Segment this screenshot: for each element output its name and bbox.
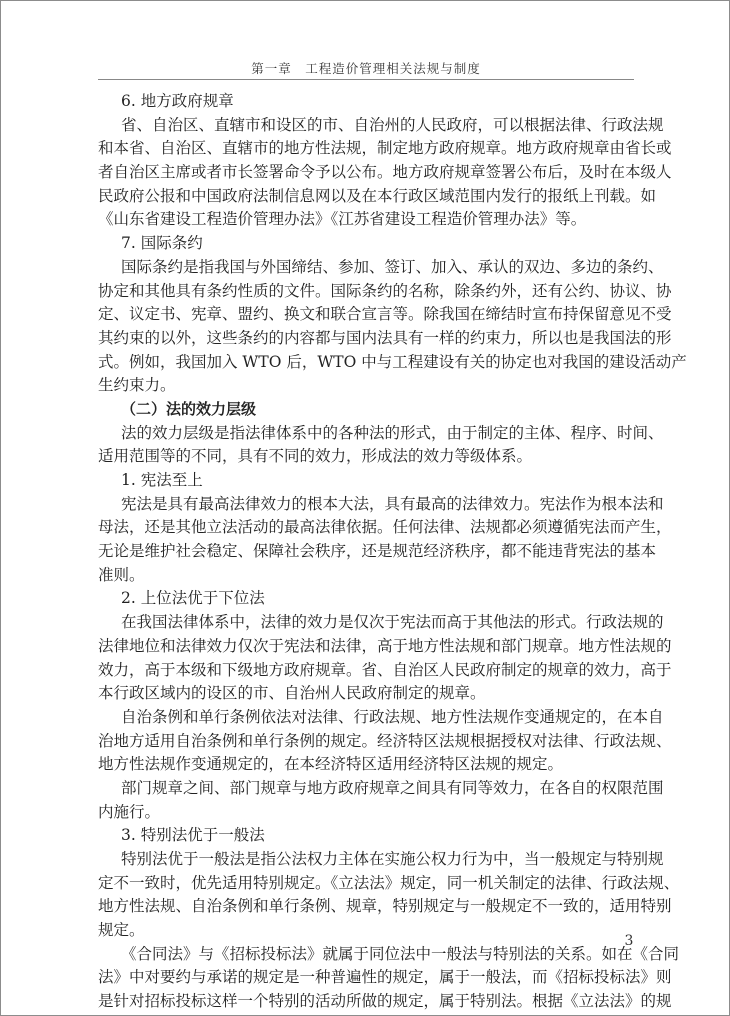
paragraph-line: 和本省、自治区、直辖市的地方性法规，制定地方政府规章。地方政府规章由省长或 [98, 139, 672, 158]
paragraph-line: 治地方适用自治条例和单行条例的规定。经济特区法规根据授权对法律、行政法规、 [98, 731, 672, 750]
section-heading: 1. 宪法至上 [121, 471, 203, 489]
header-rule [98, 79, 634, 80]
paragraph-line: 协定和其他具有条约性质的文件。国际条约的名称，除条约外，还有公约、协议、协 [98, 281, 672, 300]
paragraph-line: 在我国法律体系中，法律的效力是仅次于宪法而高于其他法的形式。行政法规的 [121, 613, 664, 632]
section-heading: 2. 上位法优于下位法 [121, 589, 265, 608]
paragraph-line: 其约束的以外，这些条约的内容都与国内法具有一样的约束力，所以也是我国法的形 [98, 328, 672, 347]
paragraph-line: 法律地位和法律效力仅次于宪法和法律，高于地方性法规和部门规章。地方性法规的 [98, 636, 672, 655]
section-heading: 3. 特别法优于一般法 [121, 826, 265, 845]
section-heading: 6. 地方政府规章 [121, 92, 234, 110]
paragraph-line: 式。例如，我国加入 WTO 后，WTO 中与工程建设有关的协定也对我国的建设活动产 [98, 352, 687, 371]
paragraph-line: 是针对招标投标这样一个特别的活动所做的规定，属于特别法。根据《立法法》的规 [98, 992, 672, 1011]
paragraph-line: 生约束力。 [98, 376, 176, 395]
paragraph-line: 地方性法规作变通规定的，在本经济特区适用经济特区法规的规定。 [98, 755, 564, 774]
paragraph-line: 内施行。 [98, 802, 161, 821]
paragraph-line: 定、议定书、宪章、盟约、换文和联合宣言等。除我国在缔结时宣布持保留意见不受 [98, 305, 672, 324]
paragraph-line: 地方性法规、自治条例和单行条例、规章，特别规定与一般规定不一致的，适用特别 [98, 897, 672, 916]
paragraph-line: 宪法是具有最高法律效力的根本大法，具有最高的法律效力。宪法作为根本法和 [121, 494, 664, 513]
running-head: 第一章 工程造价管理相关法规与制度 [251, 61, 481, 76]
section-heading: 7. 国际条约 [121, 234, 203, 253]
paragraph-line: 定不一致时，优先适用特别规定。《立法法》规定，同一机关制定的法律、行政法规、 [98, 873, 680, 892]
paragraph-line: 《合同法》与《招标投标法》就属于同位法中一般法与特别法的关系。如在《合同 [121, 944, 680, 963]
paragraph-line: 法》中对要约与承诺的规定是一种普遍性的规定，属于一般法，而《招标投标法》则 [98, 968, 672, 987]
paragraph-line: 特别法优于一般法是指公法权力主体在实施公权力行为中，当一般规定与特别规 [121, 850, 664, 868]
paragraph-line: 民政府公报和中国政府法制信息网以及在本行政区域范围内发行的报纸上刊载。如 [98, 186, 657, 205]
paragraph-line: 规定。 [98, 921, 145, 940]
paragraph-line: 无论是维护社会稳定、保障社会秩序，还是规范经济秩序，都不能违背宪法的基本 [98, 542, 657, 561]
paragraph-line: 部门规章之间、部门规章与地方政府规章之间具有同等效力，在各自的权限范围 [121, 778, 664, 797]
section-heading: （二）法的效力层级 [121, 399, 257, 418]
paragraph-line: 《山东省建设工程造价管理办法》《江苏省建设工程造价管理办法》等。 [98, 210, 587, 229]
paragraph-line: 国际条约是指我国与外国缔结、参加、签订、加入、承认的双边、多边的条约、 [121, 257, 664, 276]
paragraph-line: 母法，还是其他立法活动的最高法律依据。任何法律、法规都必须遵循宪法而产生， [98, 518, 672, 537]
body-text [98, 90, 687, 1014]
paragraph-line: 者自治区主席或者市长签署命令予以公布。地方政府规章签署公布后，及时在本级人 [98, 163, 672, 182]
paragraph-line: 效力，高于本级和下级地方政府规章。省、自治区人民政府制定的规章的效力，高于 [98, 660, 672, 679]
paragraph-line: 省、自治区、直辖市和设区的市、自治州的人民政府，可以根据法律、行政法规 [121, 115, 664, 134]
paragraph-line: 适用范围等的不同，具有不同的效力，形成法的效力等级体系。 [98, 447, 533, 466]
page-number: 3 [624, 933, 634, 949]
paragraph-line: 准则。 [98, 565, 145, 584]
paragraph-line: 本行政区域内的设区的市、自治州人民政府制定的规章。 [98, 684, 486, 703]
paragraph-line: 法的效力层级是指法律体系中的各种法的形式，由于制定的主体、程序、时间、 [121, 423, 664, 442]
paragraph-line: 自治条例和单行条例依法对法律、行政法规、地方性法规作变通规定的，在本自 [121, 707, 664, 726]
